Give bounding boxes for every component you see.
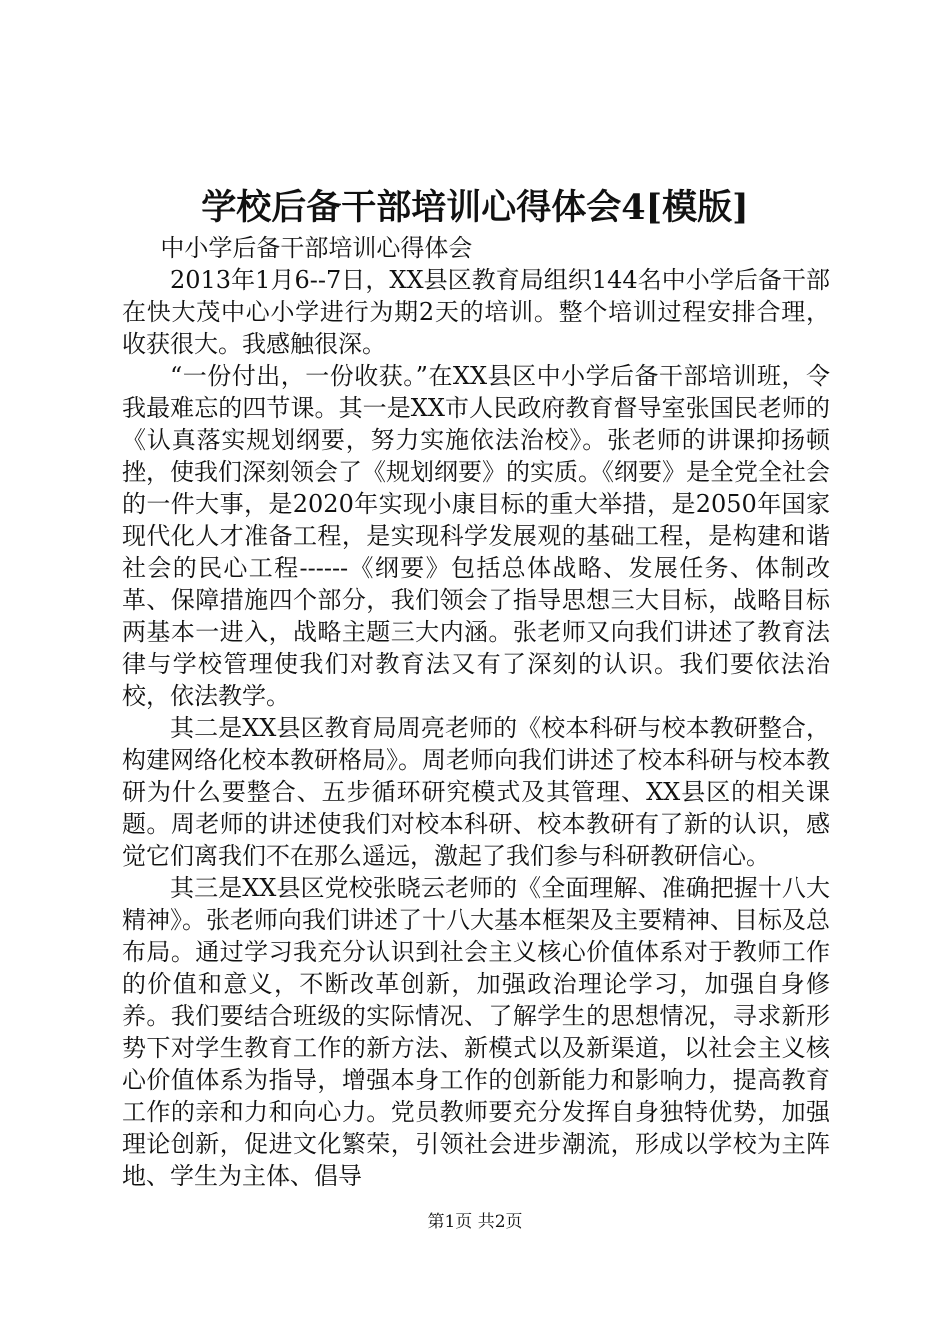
document-subtitle: 中小学后备干部培训心得体会 [160, 234, 473, 262]
document-title: 学校后备干部培训心得体会4[模版] [201, 187, 749, 228]
paragraph-4: 其三是XX县区党校张晓云老师的《全面理解、准确把握十八大精神》。张老师向我们讲述了十八大基本框架及主要精神、目标及总布局。通过学习我充分认识到社会主义核心价值体系对于教师工作的价值和意义，不断改革创新，加强政治理论学习，加强自身修养。我们要结合班级的实际情况、了解学生的思想情况，寻求新形势下对学生教育工作的新方法、新模式以及新渠道，以社会主义核心价值体系为指导，增强本身工作的创新能力和影响力，提高教育工作的亲和力和向心力。党员教师要充分发挥自身独特优势，加强理论创新，促进文化繁荣，引领社会进步潮流，形成以学校为主阵地、学生为主体、倡导 [122, 874, 830, 1190]
paragraph-2: “一份付出，一份收获。”在XX县区中小学后备干部培训班，令我最难忘的四节课。其一是XX市人民政府教育督导室张国民老师的《认真落实规划纲要，努力实施依法治校》。张老师的讲课抑扬顿挫，使我们深刻领会了《规划纲要》的实质。《纲要》是全党全社会的一件大事，是2020年实现小康目标的重大举措，是2050年国家现代化人才准备工程，是实现科学发展观的基础工程，是构建和谐社会的民心工程------《纲要》包括总体战略、发展任务、体制改革、保障措施四个部分，我们领会了指导思想三大目标，战略目标两基本一进入，战略主题三大内涵。张老师又向我们讲述了教育法律与学校管理使我们对教育法又有了深刻的认识。我们要依法治校，依法教学。 [122, 362, 830, 710]
document-body [122, 232, 830, 1192]
paragraph-1: 2013年1月6--7日，XX县区教育局组织144名中小学后备干部在快大茂中心小学进行为期2天的培训。整个培训过程安排合理，收获很大。我感触很深。 [122, 266, 830, 358]
page-number: 第1页 共2页 [427, 1212, 523, 1232]
paragraph-3: 其二是XX县区教育局周亮老师的《校本科研与校本教研整合，构建网络化校本教研格局》。周老师向我们讲述了校本科研与校本教研为什么要整合、五步循环研究模式及其管理、XX县区的相关课题。周老师的讲述使我们对校本科研、校本教研有了新的认识，感觉它们离我们不在那么遥远，激起了我们参与科研教研信心。 [122, 714, 830, 870]
